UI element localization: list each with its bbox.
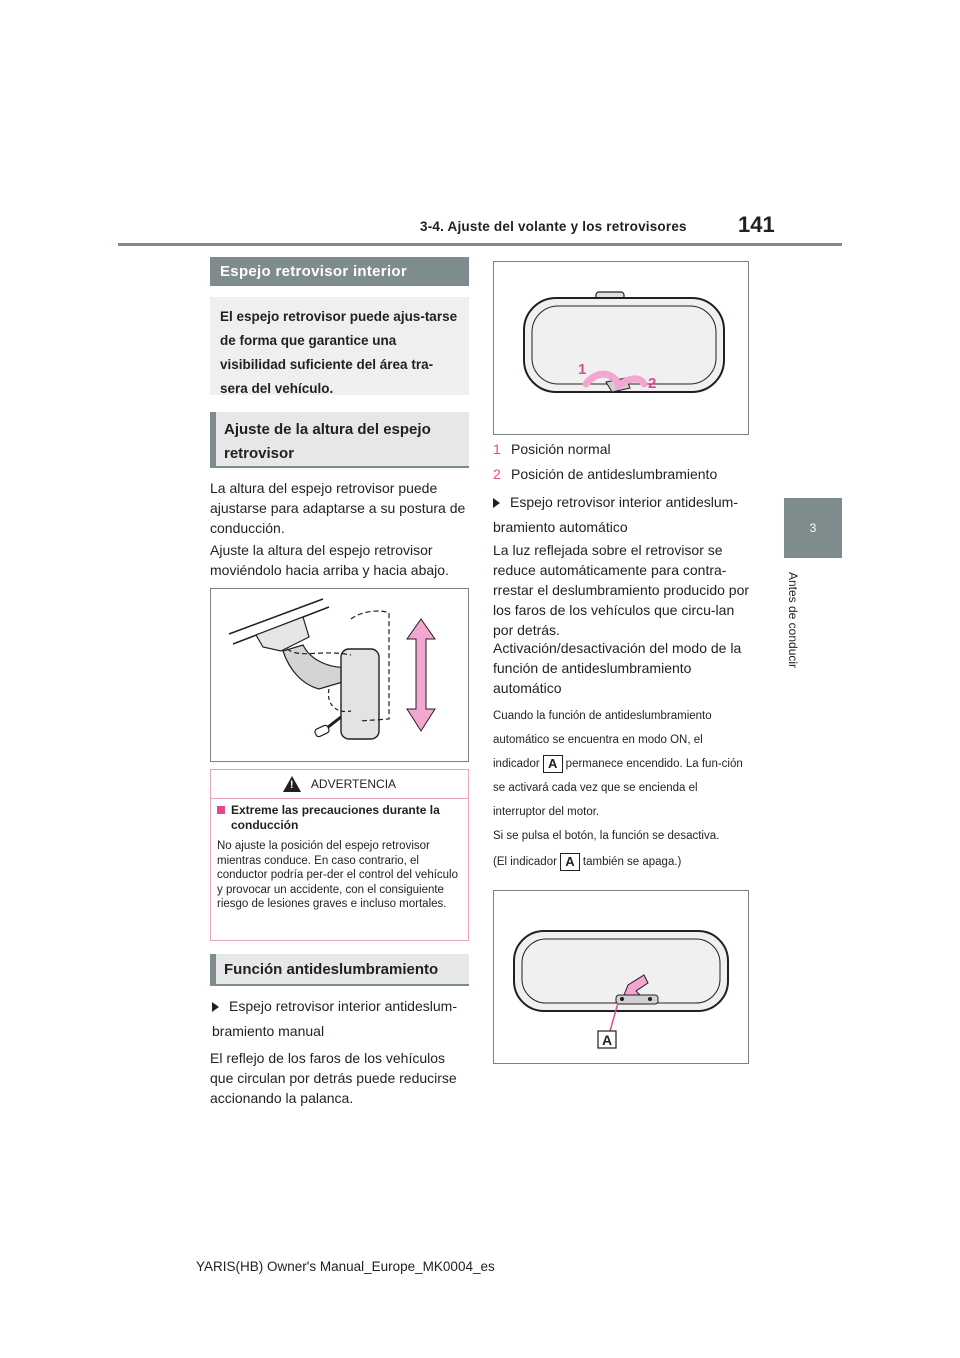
mirror-height-illustration [211, 589, 468, 761]
warning-text: No ajuste la posición del espejo retrovisor mientras conduce. En caso contrario, el conductor podría per-der el control del vehículo y provocar un accidente, con el consiguiente riesgo de lesiones graves e incluso mortales. [217, 840, 459, 910]
subheading-height-adjust: Ajuste de la altura del espejo retrovisor [210, 412, 469, 468]
bullet-arrow-icon [493, 498, 500, 508]
indicator-a-icon: A [543, 755, 563, 773]
figure-mirror-height [210, 588, 469, 762]
height-para-2: Ajuste la altura del espejo retrovisor moviéndolo hacia arriba y hacia abajo. [210, 542, 449, 578]
warning-box [210, 769, 469, 941]
indicator-a-label: A [601, 1032, 613, 1048]
header-rule [118, 243, 842, 246]
auto-para-1: La luz reflejada sobre el retrovisor se reduce automáticamente para contra-rrestar el deslumbramiento producido por los faros de los vehículos que circu-lan por detrás. [493, 542, 750, 638]
subheading-antiglare: Función antideslumbramiento [210, 954, 469, 986]
lever-label-2: 2 [648, 375, 657, 392]
header-section-title: 3-4. Ajuste del volante y los retrovisores [420, 219, 687, 234]
warning-subheading: Extreme las precauciones durante la conducción [217, 803, 462, 833]
intro-box: El espejo retrovisor puede ajus-tarse de forma que garantice una visibilidad suficiente del área tra-sera del vehículo. [210, 297, 469, 395]
section-heading-interior-mirror: Espejo retrovisor interior [210, 257, 469, 286]
position-1: 1 Posición normal [493, 441, 611, 457]
auto-bullet: Espejo retrovisor interior antideslum-bramiento automático [493, 494, 738, 535]
warning-title: ADVERTENCIA [310, 777, 397, 791]
auto-note-1: Cuando la función de antideslumbramiento automático se encuentra en modo ON, el indicador A permanece encendido. La fun-ción se activará cada vez que se encienda el interruptor del motor. [493, 710, 743, 818]
position-2: 2 Posición de antideslumbramiento [493, 466, 718, 482]
auto-note-3: (El indicador A también se apaga.) [493, 853, 682, 869]
auto-mirror-illustration [494, 891, 748, 1063]
warning-header [211, 770, 468, 799]
chapter-label: Antes de conducir [786, 571, 800, 669]
manual-lever-illustration [494, 262, 748, 434]
warning-icon: ! [283, 776, 301, 792]
auto-para-2: Activación/desactivación del modo de la función de antideslumbramiento automático [493, 640, 742, 696]
indicator-a-icon: A [560, 853, 580, 871]
bullet-arrow-icon [212, 1002, 219, 1012]
lever-label-1: 1 [578, 361, 587, 378]
figure-auto-mirror [493, 890, 749, 1064]
auto-note-2: Si se pulsa el botón, la función se desactiva. [493, 830, 720, 842]
pink-square-bullet [217, 806, 225, 814]
manual-bullet: Espejo retrovisor interior antideslum-bramiento manual [212, 998, 457, 1039]
height-para-1: La altura del espejo retrovisor puede ajustarse para adaptarse a su postura de conducción. [210, 480, 466, 536]
page-number: 141 [738, 212, 775, 237]
chapter-tab [784, 498, 842, 558]
figure-manual-lever [493, 261, 749, 435]
chapter-number: 3 [809, 521, 817, 535]
manual-text: El reflejo de los faros de los vehículos que circulan por detrás puede reducirse accionando la palanca. [210, 1050, 457, 1106]
footer-manual-id: YARIS(HB) Owner's Manual_Europe_MK0004_es [196, 1259, 495, 1274]
